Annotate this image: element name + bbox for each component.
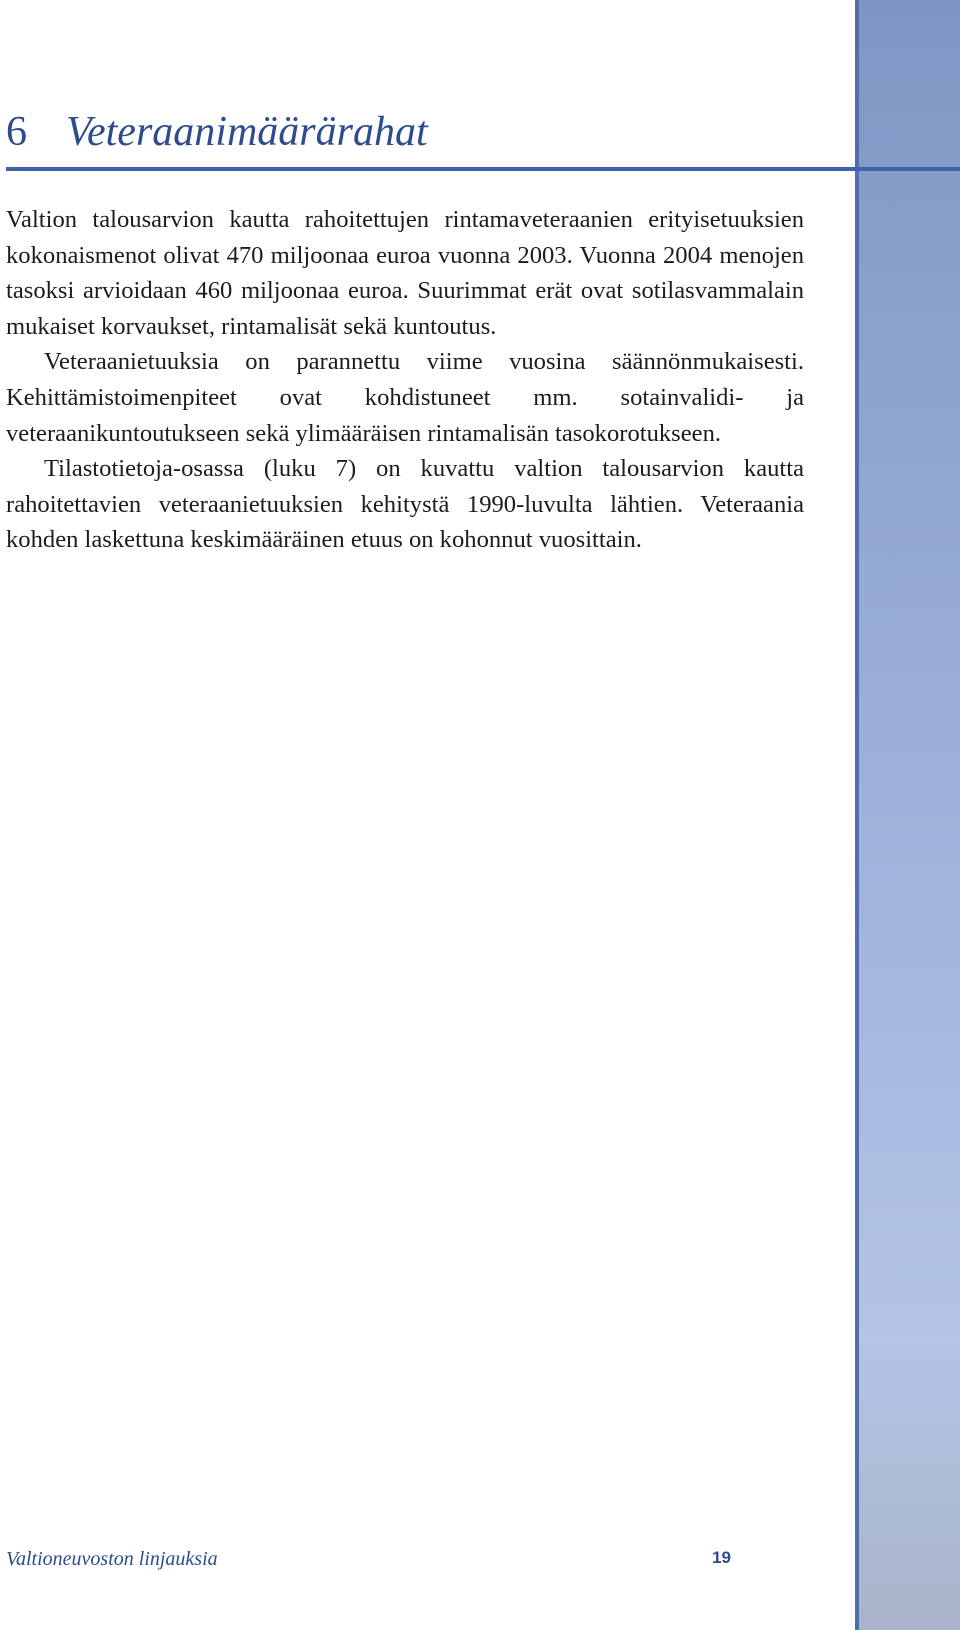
paragraph-2: Veteraanietuuksia on parannettu viime vuosina säännönmukaisesti. Kehittämistoimenpiteet ovat kohdistuneet mm. sotainvalidi- ja veteraanikuntoutukseen sekä ylimääräisen rintamalisän tasokorotukseen. — [6, 348, 804, 447]
side-band-edge — [855, 0, 859, 1630]
decorative-side-band — [855, 0, 960, 1630]
paragraph-1: Valtion talousarvion kautta rahoitettujen rintamaveteraanien erityisetuuksien kokonaismenot olivat 470 miljoonaa euroa vuonna 2003. Vuonna 2004 menojen tasoksi arvioidaan 460 miljoonaa euroa. Suurimmat erät ovat sotilasvammalain mukaiset korvaukset, rintamalisät sekä kuntoutus. — [6, 206, 804, 340]
paragraph-3: Tilastotietoja-osassa (luku 7) on kuvattu valtion talousarvion kautta rahoitettavien veteraanietuuksien kehitystä 1990-luvulta lähtien. Veteraania kohden laskettuna keskimääräinen etuus on kohonnut vuosittain. — [6, 455, 804, 554]
body-text — [6, 202, 804, 558]
chapter-title: Veteraanimäärärahat — [66, 109, 428, 155]
chapter-number: 6 — [6, 109, 27, 155]
footer-publication: Valtioneuvoston linjauksia — [6, 1548, 218, 1570]
page-number: 19 — [712, 1548, 731, 1567]
chapter-heading — [6, 108, 428, 156]
title-rule — [6, 167, 960, 171]
